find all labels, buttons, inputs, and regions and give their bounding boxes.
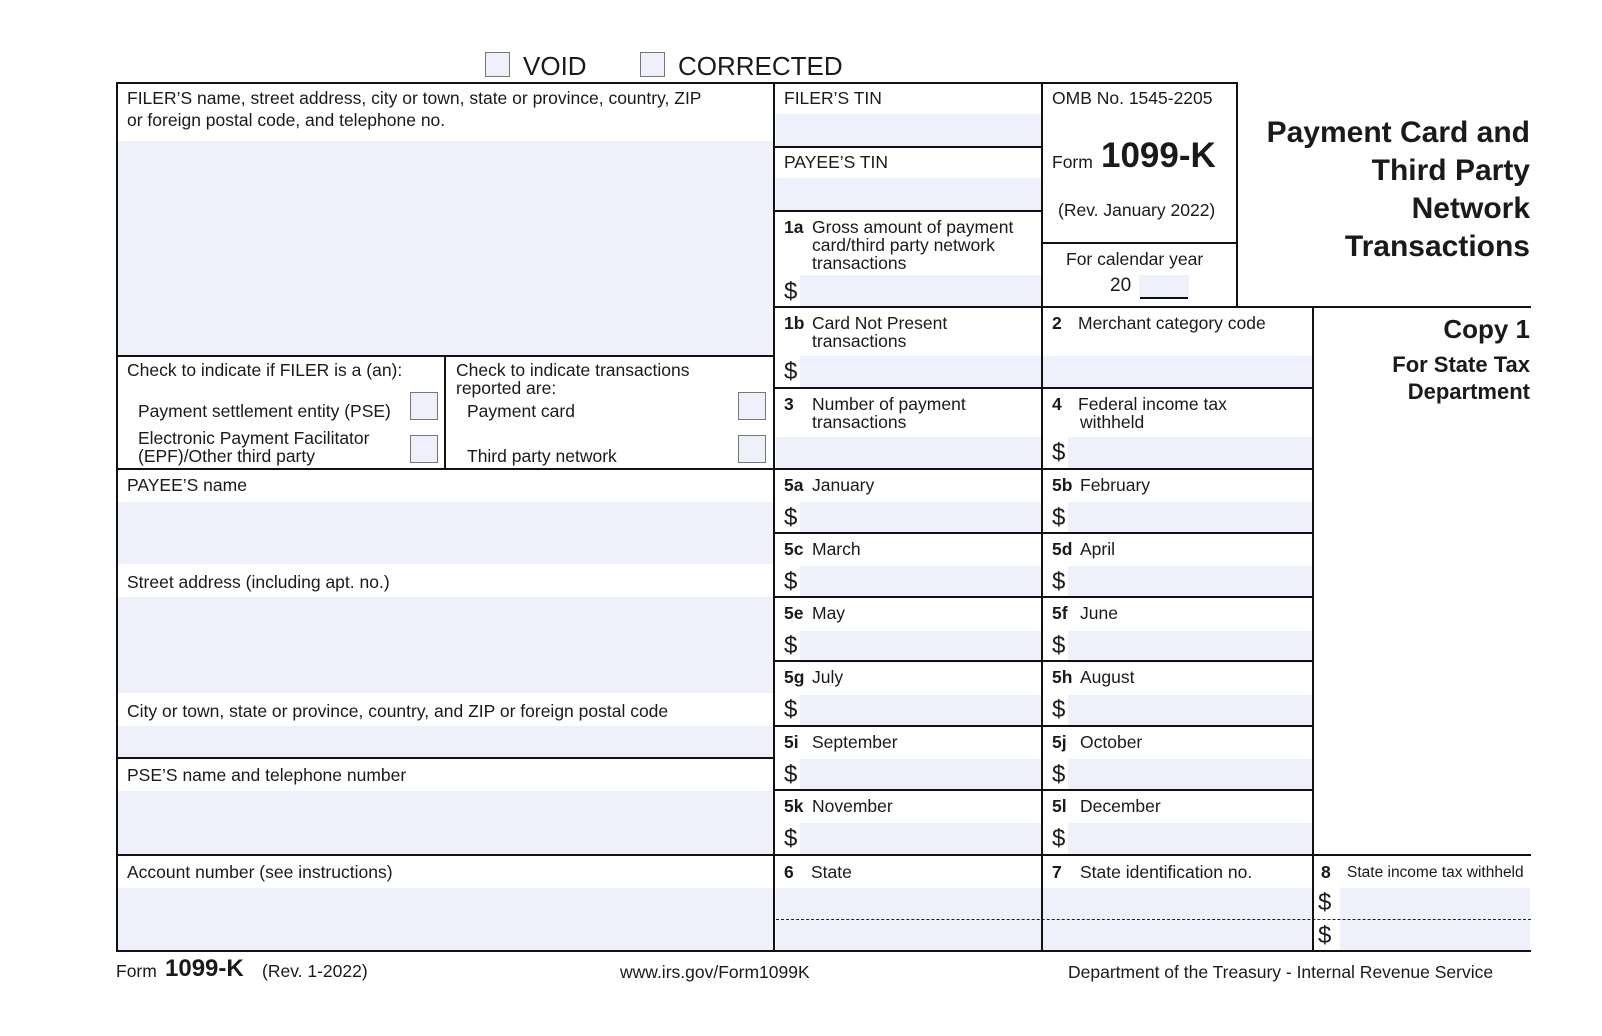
divider-row-5a [773, 468, 1314, 470]
footer-revision: (Rev. 1-2022) [262, 961, 368, 981]
box-3-label-cont: transactions [812, 412, 907, 432]
form-revision: (Rev. January 2022) [1058, 200, 1216, 220]
box-5a-number: 5a [784, 475, 804, 495]
box-4-label-cont: withheld [1080, 412, 1145, 432]
filer-type-label: Check to indicate if FILER is a (an): [127, 360, 403, 380]
corrected-checkbox[interactable] [640, 52, 665, 77]
divider-pse-bottom [116, 854, 775, 856]
box-5c-dollar: $ [784, 568, 798, 595]
box-3-field[interactable] [776, 437, 1041, 469]
calendar-year-prefix: 20 [1110, 275, 1132, 296]
divider-row-5i [773, 725, 1314, 727]
box-1b-dollar: $ [784, 358, 798, 385]
box-4-field[interactable] [1068, 437, 1313, 469]
copy-label: Copy 1 [1443, 314, 1530, 344]
box-5a-dollar: $ [784, 504, 798, 531]
box-1b-label-cont: transactions [812, 331, 907, 351]
calendar-year-underline [1140, 297, 1188, 299]
box-5b-field[interactable] [1068, 502, 1313, 534]
box-5b-number: 5b [1052, 475, 1073, 495]
box-5f-number: 5f [1052, 603, 1068, 623]
box-5i-dollar: $ [784, 761, 798, 788]
year-field[interactable] [1139, 275, 1189, 299]
box-1a-label-cont: card/third party network [812, 235, 995, 255]
footer-department: Department of the Treasury - Internal Revenue Service [1068, 962, 1494, 982]
form-prefix: Form [1052, 152, 1093, 172]
corrected-label: CORRECTED [678, 51, 843, 81]
account-number-label: Account number (see instructions) [127, 862, 393, 882]
box-5g-number: 5g [784, 667, 805, 687]
payment-card-label: Payment card [467, 401, 575, 421]
box-5j-label: October [1080, 732, 1143, 752]
box-1a-number: 1a [784, 217, 804, 237]
filer-name-label-cont: or foreign postal code, and telephone no. [127, 110, 446, 130]
box-5e-field[interactable] [800, 631, 1041, 663]
box-5d-label: April [1080, 539, 1116, 559]
box-8-dollar-line-2: $ [1318, 922, 1332, 949]
box-5e-label: May [812, 603, 846, 623]
box-5g-field[interactable] [800, 695, 1041, 727]
filer-tin-label: FILER’S TIN [784, 88, 882, 108]
box-7-number: 7 [1052, 862, 1062, 882]
box-8-label: State income tax withheld [1347, 864, 1524, 881]
form-top-border [116, 82, 1238, 84]
payment-card-checkbox[interactable] [738, 392, 766, 420]
transactions-type-label: Check to indicate transactions [456, 360, 690, 380]
box-5c-number: 5c [784, 539, 804, 559]
box-1a-label-cont2: transactions [812, 253, 907, 273]
box-7-label: State identification no. [1080, 862, 1253, 882]
box-2-field[interactable] [1043, 356, 1313, 388]
box-5b-label: February [1080, 475, 1151, 495]
epf-checkbox-label: Electronic Payment Facilitator [138, 428, 370, 448]
box-5h-field[interactable] [1068, 695, 1313, 727]
pse-checkbox[interactable] [410, 392, 438, 420]
transactions-type-label-cont: reported are: [456, 378, 557, 398]
filer-tin-field[interactable] [776, 114, 1041, 146]
box-5b-dollar: $ [1052, 504, 1066, 531]
copy-dest-line-2: Department [1407, 379, 1530, 404]
box-5d-field[interactable] [1068, 566, 1313, 598]
box-2-number: 2 [1052, 313, 1062, 333]
divider-filer-tin [773, 146, 1043, 148]
box-5g-label: July [812, 667, 844, 687]
box-5k-dollar: $ [784, 825, 798, 852]
city-field[interactable] [117, 726, 774, 758]
box-5k-number: 5k [784, 796, 804, 816]
form-title-line-1: Payment Card and [1266, 116, 1530, 149]
box-8-dollar-line-1: $ [1318, 889, 1332, 916]
filer-name-field[interactable] [117, 141, 774, 355]
box-5h-label: August [1080, 667, 1135, 687]
void-checkbox[interactable] [485, 52, 510, 77]
box-5a-label: January [812, 475, 875, 495]
box-5f-label: June [1080, 603, 1118, 623]
form-bottom-border [116, 950, 1531, 952]
divider-city-bottom [116, 757, 775, 759]
divider-row-3 [773, 387, 1314, 389]
box-5l-label: December [1080, 796, 1161, 816]
payee-name-label: PAYEE’S name [127, 475, 247, 495]
box-3-label: Number of payment [812, 394, 966, 414]
box-5i-label: September [812, 732, 898, 752]
box-6-label: State [811, 862, 852, 882]
box-2-label: Merchant category code [1078, 313, 1266, 333]
divider-checkbox-groups [444, 355, 446, 469]
box-5f-dollar: $ [1052, 632, 1066, 659]
box-5i-field[interactable] [800, 759, 1041, 791]
box-5l-dollar: $ [1052, 825, 1066, 852]
void-label: VOID [523, 51, 587, 81]
box-5h-number: 5h [1052, 667, 1073, 687]
box-4-number: 4 [1052, 394, 1062, 414]
pse-name-field[interactable] [117, 791, 774, 855]
box-5a-field[interactable] [800, 502, 1041, 534]
footer-form-prefix: Form [116, 961, 157, 981]
epf-checkbox[interactable] [410, 435, 438, 463]
box-1b-field[interactable] [800, 356, 1041, 388]
box-8-number: 8 [1321, 862, 1331, 882]
pse-checkbox-label: Payment settlement entity (PSE) [138, 401, 391, 421]
form-title-line-3: Network [1411, 192, 1530, 225]
box-1b-number: 1b [784, 313, 805, 333]
box-5c-label: March [812, 539, 861, 559]
box-5e-number: 5e [784, 603, 804, 623]
divider-row-5g [773, 660, 1314, 662]
box-5j-dollar: $ [1052, 761, 1066, 788]
box-3-number: 3 [784, 394, 794, 414]
form-left-border [116, 82, 118, 952]
box-5k-field[interactable] [800, 823, 1041, 855]
third-party-network-label: Third party network [467, 446, 617, 466]
form-number: 1099-K [1101, 136, 1216, 175]
omb-number: OMB No. 1545-2205 [1052, 88, 1213, 108]
footer-website: www.irs.gov/Form1099K [620, 962, 810, 982]
box-5k-label: November [812, 796, 893, 816]
box-4-label: Federal income tax [1078, 394, 1227, 414]
box-5d-number: 5d [1052, 539, 1073, 559]
divider-row-5e [773, 596, 1314, 598]
payee-tin-label: PAYEE’S TIN [784, 152, 889, 172]
filer-name-label: FILER’S name, street address, city or town, state or province, country, ZIP [127, 88, 702, 108]
divider-payee-tin [773, 210, 1043, 212]
box-5h-dollar: $ [1052, 696, 1066, 723]
omb-right-border [1236, 82, 1238, 307]
divider-row-6 [773, 854, 1531, 856]
epf-checkbox-label-cont: (EPF)/Other third party [138, 446, 315, 466]
divider-row-5k [773, 789, 1314, 791]
form-title-line-4: Transactions [1344, 230, 1530, 263]
street-address-label: Street address (including apt. no.) [127, 572, 390, 592]
box-5d-dollar: $ [1052, 568, 1066, 595]
box-5j-number: 5j [1052, 732, 1067, 752]
form-title-line-2: Third Party [1371, 154, 1530, 187]
footer-form-number: 1099-K [165, 955, 244, 982]
copy-dest-line-1: For State Tax [1392, 352, 1530, 377]
box-1a-dollar: $ [784, 278, 798, 305]
state-line-divider [776, 919, 1531, 920]
account-number-field[interactable] [117, 888, 774, 950]
box-4-dollar: $ [1052, 439, 1066, 466]
box-5e-dollar: $ [784, 632, 798, 659]
divider-checkbox-bottom [116, 468, 775, 470]
calendar-year-label: For calendar year [1066, 249, 1204, 269]
divider-col-2 [1041, 82, 1043, 952]
box-5l-number: 5l [1052, 796, 1067, 816]
title-bottom-rule [1236, 306, 1531, 308]
divider-row-1b [773, 306, 1238, 308]
box-1a-label: Gross amount of payment [812, 217, 1014, 237]
box-6-number: 6 [784, 862, 794, 882]
box-5l-field[interactable] [1068, 823, 1313, 855]
box-1b-label: Card Not Present [812, 313, 948, 333]
divider-omb-year [1041, 242, 1238, 244]
city-label: City or town, state or province, country, and ZIP or foreign postal code [127, 701, 669, 721]
box-5i-number: 5i [784, 732, 799, 752]
divider-row-5c [773, 532, 1314, 534]
payee-tin-field[interactable] [776, 178, 1041, 210]
street-address-field[interactable] [117, 597, 774, 693]
payee-name-field[interactable] [117, 502, 774, 564]
box-5g-dollar: $ [784, 696, 798, 723]
box-5j-field[interactable] [1068, 759, 1313, 791]
box-5f-field[interactable] [1068, 631, 1313, 663]
box-1a-field[interactable] [800, 275, 1041, 307]
pse-name-label: PSE’S name and telephone number [127, 765, 407, 785]
third-party-network-checkbox[interactable] [738, 435, 766, 463]
divider-col-1 [773, 82, 775, 952]
box-5c-field[interactable] [800, 566, 1041, 598]
